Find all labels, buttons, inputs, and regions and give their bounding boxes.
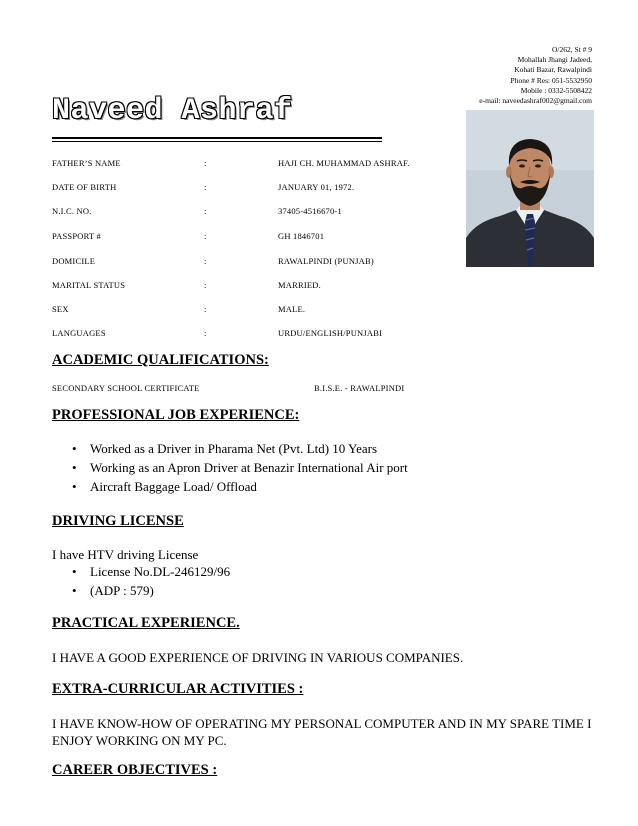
field-value: MARRIED. [278, 280, 321, 290]
bullet-icon: • [72, 479, 77, 494]
field-separator: : [204, 256, 207, 266]
field-value: URDU/ENGLISH/PUNJABI [278, 328, 383, 338]
field-label: SEX [52, 304, 69, 314]
contact-address-block [332, 45, 592, 106]
personal-row-nic [52, 206, 472, 220]
list-item-text: (ADP : 579) [90, 583, 154, 598]
field-label: MARITAL STATUS [52, 280, 126, 290]
list-item-text: License No.DL-246129/96 [90, 564, 231, 579]
field-value: RAWALPINDI (PUNJAB) [278, 256, 374, 266]
personal-row-father-name [52, 158, 472, 172]
profile-photo-illustration [466, 110, 594, 267]
field-label: DATE OF BIRTH [52, 182, 117, 192]
phone-residence: Phone # Res: 051-5532950 [510, 75, 592, 85]
bullet-icon: • [72, 583, 77, 598]
list-item [52, 439, 408, 458]
field-separator: : [204, 304, 207, 314]
phone-mobile: Mobile : 0332-5508422 [520, 85, 592, 95]
list-item-text: Aircraft Baggage Load/ Offload [90, 479, 257, 494]
field-value: JANUARY 01, 1972. [278, 182, 355, 192]
field-value: MALE. [278, 304, 306, 314]
address-line: Kohati Bazar, Rawalpindi [514, 65, 592, 75]
career-objectives-heading: CAREER OBJECTIVES : [52, 762, 218, 778]
list-item [52, 562, 230, 581]
field-label: LANGUAGES [52, 328, 106, 338]
field-value: HAJI CH. MUHAMMAD ASHRAF. [278, 158, 410, 168]
email-address: e-mail: naveedashraf002@gmail.com [479, 96, 592, 106]
bullet-icon: • [72, 460, 77, 475]
list-item-text: Working as an Apron Driver at Benazir International Air port [90, 460, 408, 475]
extra-curricular-text: I HAVE KNOW-HOW OF OPERATING MY PERSONAL COMPUTER AND IN MY SPARE TIME I ENJOY WORKING ON MY PC. [52, 716, 592, 748]
address-line: O/262, St # 9 [551, 45, 592, 54]
experience-list [52, 439, 408, 496]
name-underline [52, 137, 382, 139]
practical-experience-text: I HAVE A GOOD EXPERIENCE OF DRIVING IN VARIOUS COMPANIES. [52, 650, 464, 665]
field-separator: : [204, 206, 207, 216]
list-item [52, 581, 230, 600]
name-underline-thin [52, 141, 382, 142]
address-line: Mohallah Jhangi Jadeed, [517, 55, 592, 65]
list-item-text: Worked as a Driver in Pharama Net (Pvt. Ltd) 10 Years [90, 441, 378, 456]
field-label: PASSPORT # [52, 231, 101, 241]
field-separator: : [204, 182, 207, 192]
field-label: N.I.C. NO. [52, 206, 92, 216]
license-intro: I have HTV driving License [52, 547, 199, 562]
field-label: FATHER’S NAME [52, 158, 121, 168]
qualification-name: SECONDARY SCHOOL CERTIFICATE [52, 383, 200, 393]
list-item [52, 458, 408, 477]
extra-curricular-heading: EXTRA-CURRICULAR ACTIVITIES : [52, 681, 304, 697]
bullet-icon: • [72, 564, 77, 579]
academic-heading: ACADEMIC QUALIFICATIONS: [52, 352, 269, 368]
field-value: GH 1846701 [278, 231, 325, 241]
field-separator: : [204, 231, 207, 241]
practical-experience-heading: PRACTICAL EXPERIENCE. [52, 615, 240, 631]
qualification-board: B.I.S.E. - RAWALPINDI [314, 383, 405, 393]
experience-heading: PROFESSIONAL JOB EXPERIENCE: [52, 407, 300, 423]
field-separator: : [204, 158, 207, 168]
personal-row-passport [52, 231, 472, 245]
personal-row-domicile [52, 256, 472, 270]
license-list [52, 562, 230, 600]
candidate-name: Naveed Ashraf [52, 94, 293, 128]
personal-row-languages [52, 328, 472, 342]
field-separator: : [204, 280, 207, 290]
personal-row-date-of-birth [52, 182, 472, 196]
personal-row-sex [52, 304, 472, 318]
profile-photo [466, 110, 594, 267]
driving-license-heading: DRIVING LICENSE [52, 513, 184, 529]
field-label: DOMICILE [52, 256, 96, 266]
field-value: 37405-4516670-1 [278, 206, 342, 216]
bullet-icon: • [72, 441, 77, 456]
field-separator: : [204, 328, 207, 338]
list-item [52, 477, 408, 496]
personal-row-marital-status [52, 280, 472, 294]
